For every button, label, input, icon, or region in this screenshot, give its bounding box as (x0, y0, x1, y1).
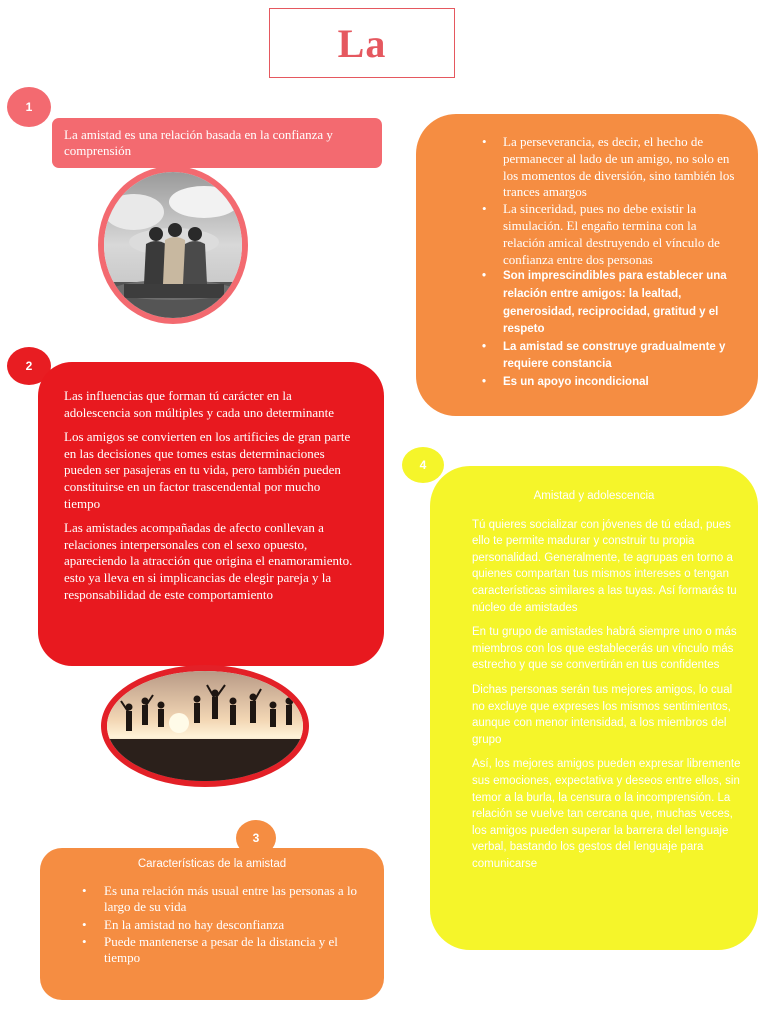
section-number-2: 2 (7, 347, 51, 385)
list-item: • Son imprescindibles para establecer una relación entre amigos: la lealtad, generosidad, reciprocidad, gratitud y el respeto (436, 268, 738, 338)
section-4-paragraph: Dichas personas serán tus mejores amigos, lo cual no excluye que expreses los mismos sentimientos, aunque con menor intensidad, a los miembros del grupo (472, 683, 733, 746)
section-number-1: 1 (7, 87, 51, 127)
friends-hugging-image-icon (104, 172, 242, 318)
page-title: La (337, 20, 387, 66)
friends-hugging-photo (98, 166, 248, 324)
title-box (269, 8, 455, 78)
list-item: • Puede mantenerse a pesar de la distancia y el tiempo (60, 934, 364, 967)
section-1-text: La amistad es una relación basada en la confianza y comprensión (64, 127, 333, 158)
section-4-heading: Amistad y adolescencia (533, 490, 655, 502)
characteristics-list (60, 883, 364, 966)
section-2-paragraph: Los amigos se convierten en los artificies de gran parte en las decisiones que tomes estas determinaciones pueden ser pasajeras en tu vida, pero también pueden constituirse en un factor trascendental por mucho tiempo (64, 429, 351, 511)
sunset-jump-image-icon (107, 671, 303, 781)
friendship-values-box (416, 114, 758, 416)
section-number-4: 4 (402, 447, 444, 483)
section-number-3: 3 (236, 820, 276, 856)
section-2-influences-box (38, 362, 384, 666)
section-4-paragraph: En tu grupo de amistades habrá siempre uno o más miembros con los que establecerás un vínculo más estrecho y que se convertirán en tus confidentes (472, 626, 737, 672)
list-item: • La perseverancia, es decir, el hecho de permanecer al lado de un amigo, no solo en los momentos de diversión, sino también los trances amargos (436, 134, 738, 201)
list-item: • Es un apoyo incondicional (436, 374, 738, 392)
section-1-definition-box (52, 118, 382, 168)
friends-jumping-sunset-photo (101, 665, 309, 787)
section-4-adolescence-box (430, 466, 758, 950)
values-list (436, 134, 738, 392)
section-4-paragraph: Así, los mejores amigos pueden expresar libremente sus emociones, expectativa y deseos entre ellos, sin temor a la burla, la censura o la incomprensión. La relación se vuelve tan cercana que, muchas veces, los amigos pueden superar la barrera del lenguaje verbal, bastando los gestos del lenguaje para comunicarse (472, 758, 741, 870)
list-item: • Es una relación más usual entre las personas a lo largo de su vida (60, 883, 364, 916)
list-item: • En la amistad no hay desconfianza (60, 917, 364, 933)
section-3-characteristics-box (40, 848, 384, 1000)
section-4-paragraph: Tú quieres socializar con jóvenes de tú edad, pues ello te permite madurar y construir tu propia personalidad. Generalmente, te agrupas en torno a quienes compartan tus mismos intereses o tengan características similares a las tuyas. Así formarás tu núcleo de amistades (472, 518, 737, 614)
list-item: • La amistad se construye gradualmente y requiere constancia (436, 339, 738, 374)
section-2-paragraph: Las amistades acompañadas de afecto conllevan a relaciones interpersonales con el sexo opuesto, apareciendo la atracción que origina el enamoramiento. esto ya lleva en si implicancias de elegir pareja y la responsabilidad de este comportamiento (64, 520, 353, 602)
list-item: • La sinceridad, pues no debe existir la simulación. El engaño termina con la relación amical destruyendo el vínculo de confianza entre dos personas (436, 201, 738, 268)
section-2-paragraph: Las influencias que forman tú carácter en la adolescencia son múltiples y cada uno determinante (64, 388, 335, 420)
section-3-heading: Características de la amistad (137, 858, 287, 870)
